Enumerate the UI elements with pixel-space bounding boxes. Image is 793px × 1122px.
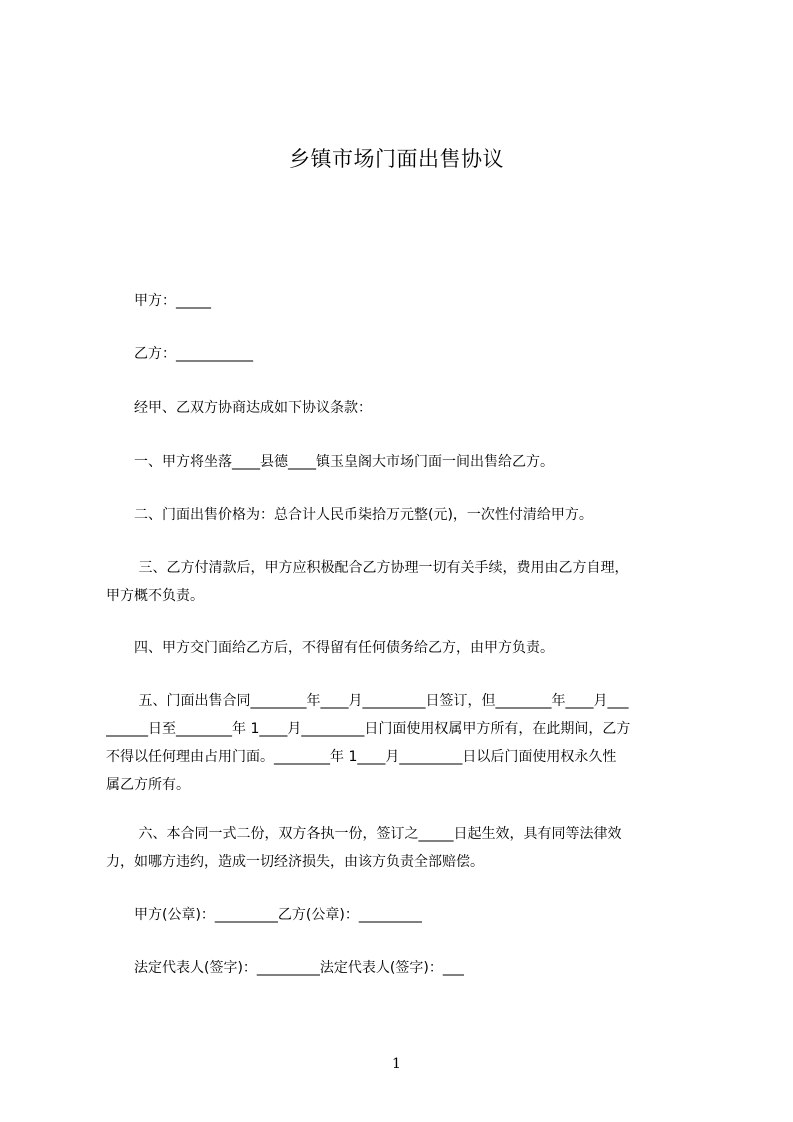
- representative-signature-line: 法定代表人(签字)：_________法定代表人(签字)：___: [106, 960, 464, 976]
- clause-5-line-4: 属乙方所有。: [106, 777, 190, 793]
- party-a-line: 甲方：_____: [106, 293, 211, 309]
- clause-6-line-2: 力，如哪方违约，造成一切经济损失，由该方负责全部赔偿。: [106, 854, 484, 870]
- clause-3-line-1: 三、乙方付清款后，甲方应积极配合乙方协理一切有关手续，费用由乙方自理，: [106, 560, 629, 576]
- clause-6: [106, 820, 700, 876]
- clause-1: 一、甲方将坐落____县德____镇玉皇阁大市场门面一间出售给乙方。: [106, 454, 554, 470]
- clause-2: 二、门面出售价格为：总合计人民币柒拾万元整(元)，一次性付清给甲方。: [106, 507, 593, 523]
- clause-3: [106, 554, 700, 610]
- clause-3-line-2: 甲方概不负责。: [106, 588, 204, 604]
- clause-5-line-1: 五、门面出售合同________年____月_________日签订，但________年____月___: [106, 693, 629, 709]
- page-number: 1: [392, 1056, 401, 1072]
- clause-5: [106, 687, 700, 799]
- clause-5-line-3: 不得以任何理由占用门面。________年 1____月_________日以后门面使用权永久性: [106, 749, 617, 765]
- party-b-line: 乙方：___________: [106, 346, 253, 362]
- document-title: 乡镇市场门面出售协议: [289, 147, 504, 171]
- seal-line: 甲方(公章)：_________乙方(公章)：_________: [106, 907, 422, 923]
- clause-4: 四、甲方交门面给乙方后，不得留有任何债务给乙方，由甲方负责。: [106, 640, 554, 656]
- clause-6-line-1: 六、本合同一式二份，双方各执一份，签订之_____日起生效，具有同等法律效: [106, 826, 622, 842]
- clause-5-line-2: ______日至________年 1____月_________日门面使用权属甲方所有，在此期间，乙方: [106, 721, 631, 737]
- agreement-intro: 经甲、乙双方协商达成如下协议条款：: [106, 400, 372, 416]
